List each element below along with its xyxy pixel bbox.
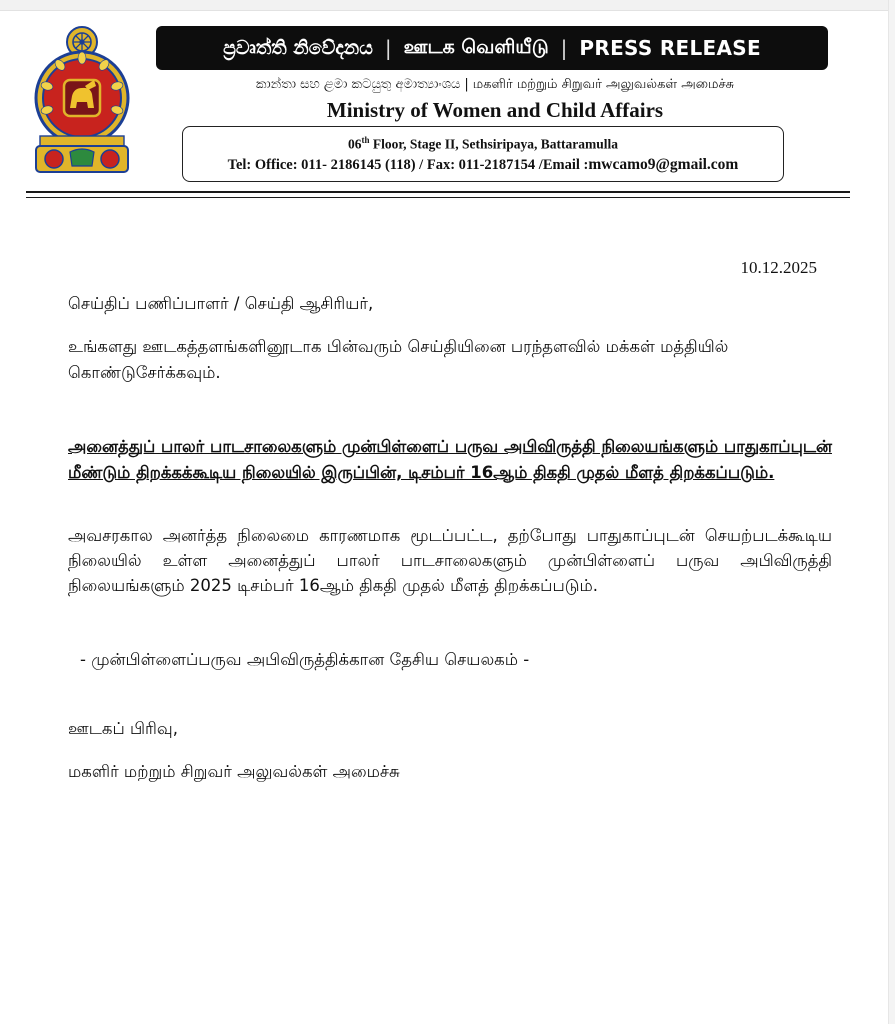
ministry-name-tamil: மகளிர் மற்றும் சிறுவர் அலுவல்கள் அமைச்சு <box>472 77 735 92</box>
ministry-name-sinhala: කාන්තා සහ ළමා කටයුතු අමාත්‍යාංශය <box>255 77 461 92</box>
header-rule-thin <box>26 197 850 198</box>
ministry-signature: மகளிர் மற்றும் சிறுவர் அலுவல்கள் அமைச்சு <box>68 762 400 781</box>
issuer-signoff: - முன்பிள்ளைப்பருவ அபிவிருத்திக்கான தேசிய செயலகம் - <box>80 650 530 669</box>
ministry-name-english: Ministry of Women and Child Affairs <box>326 98 664 122</box>
ministry-name-separator: | <box>464 77 469 92</box>
state-emblem-icon <box>30 24 134 176</box>
banner-sinhala: ප්‍රවෘත්ති නිවේදනය <box>223 37 373 59</box>
letter-date: 10.12.2025 <box>740 258 817 277</box>
news-body: அவசரகால அனர்த்த நிலைமை காரணமாக மூடப்பட்ட, தற்போது பாதுகாப்புடன் செயற்படக்கூடிய நிலையில் உள்ள அனைத்துப் பாலர் பாடசாலைகளும் முன்பிள்ளைப் பருவ அபிவிருத்தி நிலையங்களும் 2025 டிசம்பர் 16ஆம் திகதி முதல் மீளத் திறக்கப்படும். <box>68 526 832 595</box>
banner-tamil: ஊடக வெளியீடு <box>403 35 549 58</box>
page-top-frame <box>0 0 895 11</box>
ministry-name-local <box>190 77 800 93</box>
emblem-ring <box>36 52 128 144</box>
header-rule-thick <box>26 191 850 193</box>
contact-email: mwcamo9@gmail.com <box>588 156 739 173</box>
contact-line <box>183 156 783 174</box>
letter-request: உங்களது ஊடகத்தளங்களினூடாக பின்வரும் செய்தியினை பரந்தளவில் மக்கள் மத்தியில் கொண்டுசேர்க்கவும். <box>68 337 729 382</box>
banner-english: PRESS RELEASE <box>579 36 761 60</box>
banner-divider: | <box>384 36 392 60</box>
address-box <box>182 126 784 182</box>
address-floor-number: 06 <box>347 136 362 152</box>
letter-salutation: செய்திப் பணிப்பாளர் / செய்தி ஆசிரியர், <box>68 294 374 313</box>
address-line <box>183 135 783 153</box>
banner-divider: | <box>560 36 568 60</box>
address-street: Floor, Stage II, Sethsiripaya, Battaramulla <box>369 136 619 152</box>
contact-numbers: Tel: Office: 011- 2186145 (118) / Fax: 011-2187154 /Email : <box>227 157 589 173</box>
address-floor-suffix: th <box>361 135 370 145</box>
media-division: ஊடகப் பிரிவு, <box>68 719 178 738</box>
page-right-frame <box>888 0 895 1024</box>
news-headline: அனைத்துப் பாலர் பாடசாலைகளும் முன்பிள்ளைப் பருவ அபிவிருத்தி நிலையங்களும் பாதுகாப்புடன் மீண்டும் திறக்கக்கூடிய நிலையில் இருப்பின், டிசம்பர் 16ஆம் திகதி முதல் மீளத் திறக்கப்படும். <box>68 437 832 482</box>
press-release-banner <box>156 26 828 70</box>
emblem-base <box>36 136 128 172</box>
